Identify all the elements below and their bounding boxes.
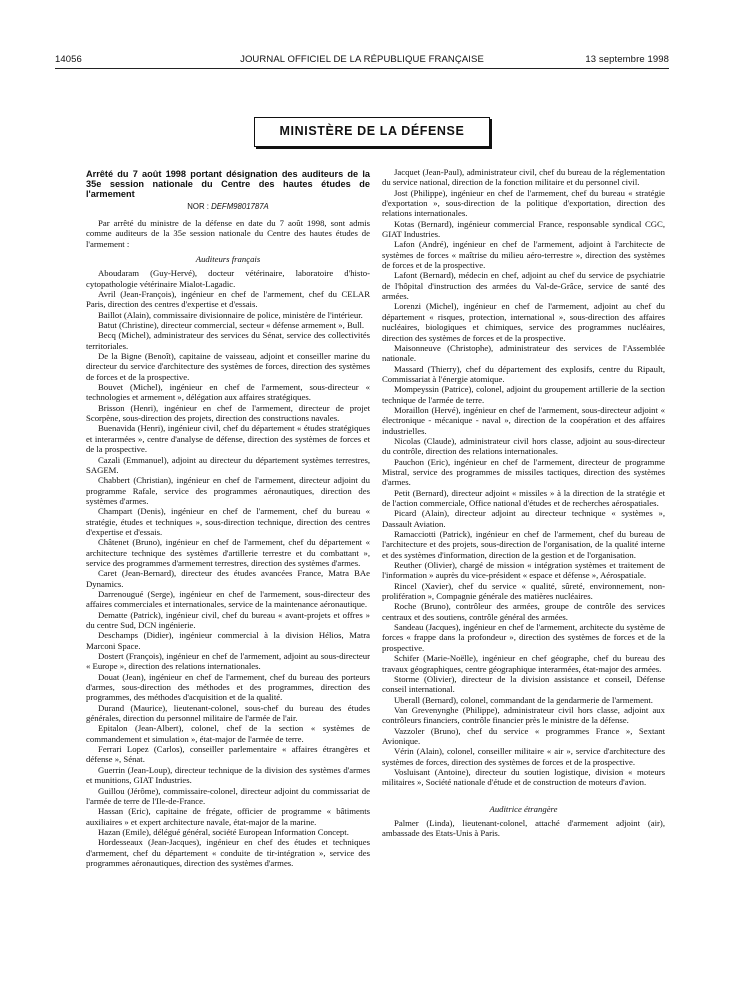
auditor-entry: Schifer (Marie-Noëlle), ingénieur en chef géographe, chef du bureau des travaux géographiques, centre géographique interarmées, état-major des armées. — [382, 653, 665, 674]
auditor-entry: Darrenougué (Serge), ingénieur en chef de l'armement, sous-directeur des affaires commerciales et internationales, service de la maintenance aéronautique. — [86, 588, 370, 610]
auditor-entry: Dematte (Patrick), ingénieur civil, chef du bureau « avant-projets et offres » du centre Sud, DCN ingénierie. — [86, 609, 370, 631]
auditor-entry: Pauchon (Eric), ingénieur en chef de l'armement, directeur de programme Mistral, service des programmes de missiles tactiques, direction des systèmes d'armes. — [382, 456, 665, 488]
auditor-entry: Châtenet (Bruno), ingénieur en chef de l'armement, chef du département « architecture technique des systèmes d'artillerie terrestre et du combattant », service des programmes d'armement terrestres, direction des systèmes d'armes. — [86, 537, 370, 568]
auditor-entry: Hazan (Emile), délégué général, société European Information Concept. — [98, 826, 349, 837]
auditor-entry: Dostert (François), ingénieur en chef de l'armement, adjoint au sous-directeur « Europe », direction des relations internationales. — [86, 651, 370, 672]
auditor-entry: Deschamps (Didier), ingénieur commercial à la division Hélios, Matra Marconi Space. — [86, 630, 370, 651]
auditor-entry: Moraillon (Hervé), ingénieur en chef de l'armement, sous-directeur adjoint « électronique - mécanique - naval », direction de la coopération et des affaires industrielles. — [382, 404, 665, 436]
auditor-entry: Massard (Thierry), chef du département des explosifs, centre du Ripault, Commissariat à l'énergie atomique. — [382, 363, 665, 384]
left-column — [86, 169, 370, 868]
auditor-entry: Picard (Alain), directeur adjoint au directeur technique « systèmes », Dassault Aviation. — [382, 508, 665, 529]
auditor-entry: Lafon (André), ingénieur en chef de l'armement, adjoint à l'architecte de systèmes de forces « maîtrise du milieu aéro-terrestre », direction des systèmes de forces et de la prospective. — [382, 239, 665, 271]
auditor-entry: Van Grevenynghe (Philippe), administrateur civil hors classe, adjoint aux contrôleurs financiers, contrôle financier près le ministre de la défense. — [382, 704, 665, 726]
auditor-entry: Epitalon (Jean-Albert), colonel, chef de la section « systèmes de commandement et simulation », état-major de l'armée de terre. — [86, 723, 370, 744]
auditor-entry: Becq (Michel), administrateur des services du Sénat, service des collectivités territoriales. — [86, 330, 370, 351]
auditor-entry: Vosluisant (Antoine), directeur du soutien logistique, division « moteurs militaires », Société nationale d'étude et de construction de moteurs d'avion. — [382, 766, 665, 788]
auditor-entry: Cazali (Emmanuel), adjoint au directeur du département systèmes terrestres, SAGEM. — [86, 454, 370, 475]
auditor-entry: Lorenzi (Michel), ingénieur en chef de l'armement, adjoint au chef du département « risques, protection, international », sous-direction des affaires nucléaires, biologiques et chimiques, service des programmes nucléaires, direction des systèmes de forces et de la prospective. — [382, 301, 665, 343]
auditor-entry: Bouvet (Michel), ingénieur en chef de l'armement, sous-directeur « technologies et armement », délégation aux affaires stratégiques. — [86, 382, 370, 403]
auditor-list-foreign — [382, 818, 665, 839]
auditor-entry: Lafont (Bernard), médecin en chef, adjoint au chef du service de psychiatrie de l'hôpital d'instruction des armées du Val-de-Grâce, service de santé des armées. — [382, 270, 665, 302]
issue-date: 13 septembre 1998 — [585, 54, 669, 65]
auditor-entry: Mompeyssin (Patrice), colonel, adjoint du groupement artillerie de la section technique de l'armée de terre. — [382, 384, 665, 405]
auditor-entry: Baillot (Alain), commissaire divisionnaire de police, ministère de l'intérieur. — [98, 309, 363, 320]
auditor-entry: Sandeau (Jacques), ingénieur en chef de l'armement, architecte du système de forces « frappe dans la profondeur », direction des systèmes de forces et de la prospective. — [382, 622, 665, 653]
auditor-entry: Douat (Jean), ingénieur en chef de l'armement, chef du bureau des porteurs d'armes, sous-direction des méthodes et des programmes, direction des programmes, des méthodes d'acquisition et de la qualité. — [86, 671, 370, 703]
auditor-entry: Vazzoler (Bruno), chef du service « programmes France », Sextant Avionique. — [382, 725, 665, 746]
auditor-entry: Caret (Jean-Bernard), directeur des études avancées France, Matra BAe Dynamics. — [86, 568, 370, 589]
auditor-entry: Chabbert (Christian), ingénieur en chef de l'armement, directeur adjoint du programme Rafale, service des programmes aéronautiques, direction des systèmes d'armes. — [86, 475, 370, 506]
arrete-intro: Par arrêté du ministre de la défense en date du 7 août 1998, sont admis comme auditeurs de la 35e session nationale du Centre des hautes études de l'armement : — [86, 217, 370, 249]
ministry-heading: MINISTÈRE DE LA DÉFENSE — [279, 124, 465, 138]
journal-title: JOURNAL OFFICIEL DE LA RÉPUBLIQUE FRANÇAISE — [240, 54, 484, 65]
auditor-entry: Uberall (Bernard), colonel, commandant de la gendarmerie de l'armement. — [394, 694, 653, 705]
nor-label: NOR : — [187, 201, 209, 211]
auditor-entry: Jost (Philippe), ingénieur en chef de l'armement, chef du bureau « stratégie d'exportation », sous-direction de la politique d'exportation, direction des relations internationales. — [382, 187, 665, 219]
section-heading-french: Auditeurs français — [195, 253, 261, 264]
page-number: 14056 — [55, 54, 82, 65]
header-divider — [55, 68, 669, 69]
section-heading-foreign: Auditrice étrangère — [489, 803, 558, 814]
auditor-entry: Hordesseaux (Jean-Jacques), ingénieur en chef des études et techniques d'armement, chef du département « conduite de tir-intégration », service des programmes aéronautiques, direction des systèmes d'armes. — [86, 837, 370, 868]
auditor-entry: Vérin (Alain), colonel, conseiller militaire « air », service d'architecture des systèmes de forces, direction des systèmes de forces et de la prospective. — [382, 746, 665, 767]
auditor-entry: Buenavida (Henri), ingénieur civil, chef du département « études stratégiques et interarmées », centre d'analyse de défense, direction des systèmes de forces et de la prospective. — [86, 423, 370, 455]
arrete-title: Arrêté du 7 août 1998 portant désignation des auditeurs de la 35e session nationale du Centre des hautes études de l'armement — [86, 169, 370, 200]
auditor-list-right — [382, 167, 665, 788]
ministry-heading-box — [254, 117, 490, 147]
auditor-entry: Rincel (Xavier), chef du service « qualité, sûreté, environnement, non-prolifération », Compagnie générale des matières nucléaires. — [382, 580, 665, 602]
auditor-entry: Ferrari Lopez (Carlos), conseiller parlementaire « affaires étrangères et défense », Sénat. — [86, 744, 370, 765]
nor-code: DEFM9801787A — [211, 201, 269, 211]
auditor-entry: Kotas (Bernard), ingénieur commercial France, responsable syndical CGC, GIAT Industries. — [382, 218, 665, 240]
auditor-entry: Roche (Bruno), contrôleur des armées, groupe de contrôle des services centraux et des soutiens, contrôle général des armées. — [382, 601, 665, 622]
auditor-entry: Storme (Olivier), directeur de la division assistance et conseil, Défense conseil international. — [382, 673, 665, 695]
auditor-entry: Maisonneuve (Christophe), administrateur des services de l'Assemblée nationale. — [382, 342, 665, 364]
auditor-entry: Reuther (Olivier), chargé de mission « intégration systèmes et traitement de l'information » auprès du vice-président « espace et défense », Aérospatiale. — [382, 560, 665, 581]
section-spacer — [382, 788, 665, 800]
auditor-entry: Avril (Jean-François), ingénieur en chef de l'armement, chef du CELAR Paris, direction des centres d'expertise et d'essais. — [86, 289, 370, 310]
auditor-entry: Hassan (Eric), capitaine de frégate, officier de programme « bâtiments auxiliaires » et expert architecture navale, état-major de la marine. — [86, 806, 370, 827]
auditor-entry: De la Bigne (Benoît), capitaine de vaisseau, adjoint et conseiller marine du directeur du service d'architecture des systèmes de forces, direction des systèmes de forces et de la prospective. — [86, 351, 370, 382]
auditor-entry: Champart (Denis), ingénieur en chef de l'armement, chef du bureau « stratégie, études et techniques », sous-direction technique, direction des centres d'expertise et d'essais. — [86, 506, 370, 537]
auditor-entry: Ramacciotti (Patrick), ingénieur en chef de l'armement, chef du bureau de l'architecture et des projets, sous-direction de l'organisation, de la qualité interne et des systèmes d'information, direction de la gestion et de l'organisation. — [382, 529, 665, 560]
auditor-entry: Durand (Maurice), lieutenant-colonel, sous-chef du bureau des études générales, direction du personnel militaire de l'armée de l'air. — [86, 702, 370, 724]
auditor-entry: Guillou (Jérôme), commissaire-colonel, directeur adjoint du commissariat de l'armée de terre de l'Ile-de-France. — [86, 785, 370, 806]
auditor-list-left — [86, 268, 370, 868]
auditor-entry: Aboudaram (Guy-Hervé), docteur vétérinaire, laboratoire d'histo-cytopathologie vétérinaire Mialot-Lagadic. — [86, 268, 370, 289]
right-column — [382, 167, 665, 839]
auditor-entry: Guerrin (Jean-Loup), directeur technique de la division des systèmes d'armes et munitions, GIAT Industries. — [86, 764, 370, 786]
auditor-entry: Batut (Christine), directeur commercial, secteur « défense armement », Bull. — [98, 320, 365, 331]
auditor-entry: Nicolas (Claude), administrateur civil hors classe, adjoint au sous-directeur du contrôle, direction des relations internationales. — [382, 435, 665, 457]
auditor-entry: Jacquet (Jean-Paul), administrateur civil, chef du bureau de la réglementation du service national, direction de la fonction militaire et du personnel civil. — [382, 167, 665, 188]
nor-reference — [86, 202, 370, 212]
auditor-entry: Palmer (Linda), lieutenant-colonel, attaché d'armement adjoint (air), ambassade des Etats-Unis à Paris. — [382, 817, 665, 839]
auditor-entry: Brisson (Henri), ingénieur en chef de l'armement, directeur de projet Scorpène, sous-direction des projets, direction des constructions navales. — [86, 402, 370, 424]
auditor-entry: Petit (Bernard), directeur adjoint « missiles » à la direction de la stratégie et de l'action commerciale, Office national d'études et de recherches aérospatiales. — [382, 487, 665, 508]
